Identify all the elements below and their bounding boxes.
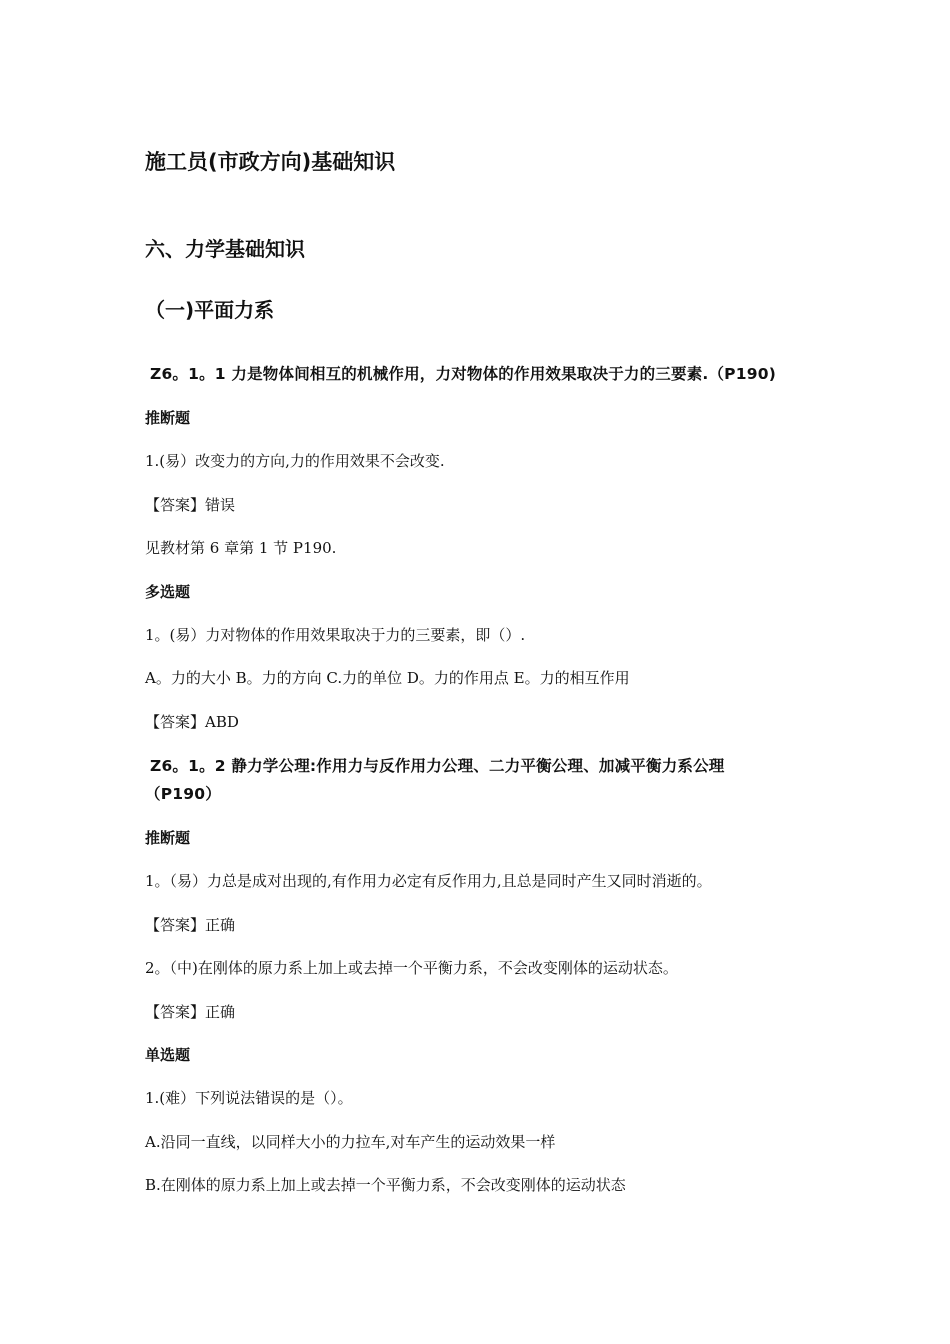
question-type-label: 推断题 [145, 829, 191, 847]
answer-text: 【答案】正确 [145, 1003, 236, 1021]
topic-heading-2: Z6。1。2 静力学公理:作用力与反作用力公理、二力平衡公理、加减平衡力系公理 [150, 757, 725, 775]
question-type-label: 推断题 [145, 409, 191, 427]
topic-heading-1: Z6。1。1 力是物体间相互的机械作用，力对物体的作用效果取决于力的三要素.（P190) [150, 365, 776, 383]
answer-option-b: B.在刚体的原力系上加上或去掉一个平衡力系，不会改变刚体的运动状态 [145, 1176, 626, 1194]
question-text: 1.(难）下列说法错误的是（）。 [145, 1089, 353, 1107]
question-text: 1。(易）力对物体的作用效果取决于力的三要素，即（）. [145, 626, 526, 644]
answer-text: 【答案】ABD [145, 713, 239, 731]
answer-text: 【答案】错误 [145, 496, 236, 514]
question-text: 1.(易）改变力的方向,力的作用效果不会改变. [145, 452, 445, 470]
question-type-label: 单选题 [145, 1046, 191, 1064]
topic-heading-2-continuation: （P190） [145, 785, 221, 803]
answer-options: A。力的大小 B。力的方向 C.力的单位 D。力的作用点 E。力的相互作用 [145, 669, 630, 687]
question-text: 1。（易）力总是成对出现的,有作用力必定有反作用力,且总是同时产生又同时消逝的。 [145, 872, 712, 890]
question-type-label: 多选题 [145, 583, 191, 601]
question-text: 2。（中)在刚体的原力系上加上或去掉一个平衡力系，不会改变刚体的运动状态。 [145, 959, 678, 977]
answer-text: 【答案】正确 [145, 916, 236, 934]
reference-note: 见教材第 6 章第 1 节 P190. [145, 539, 337, 557]
chapter-heading: 六、力学基础知识 [145, 237, 305, 261]
answer-option-a: A.沿同一直线，以同样大小的力拉车,对车产生的运动效果一样 [145, 1133, 556, 1151]
section-heading: （一)平面力系 [145, 298, 275, 322]
document-title: 施工员(市政方向)基础知识 [145, 150, 396, 174]
